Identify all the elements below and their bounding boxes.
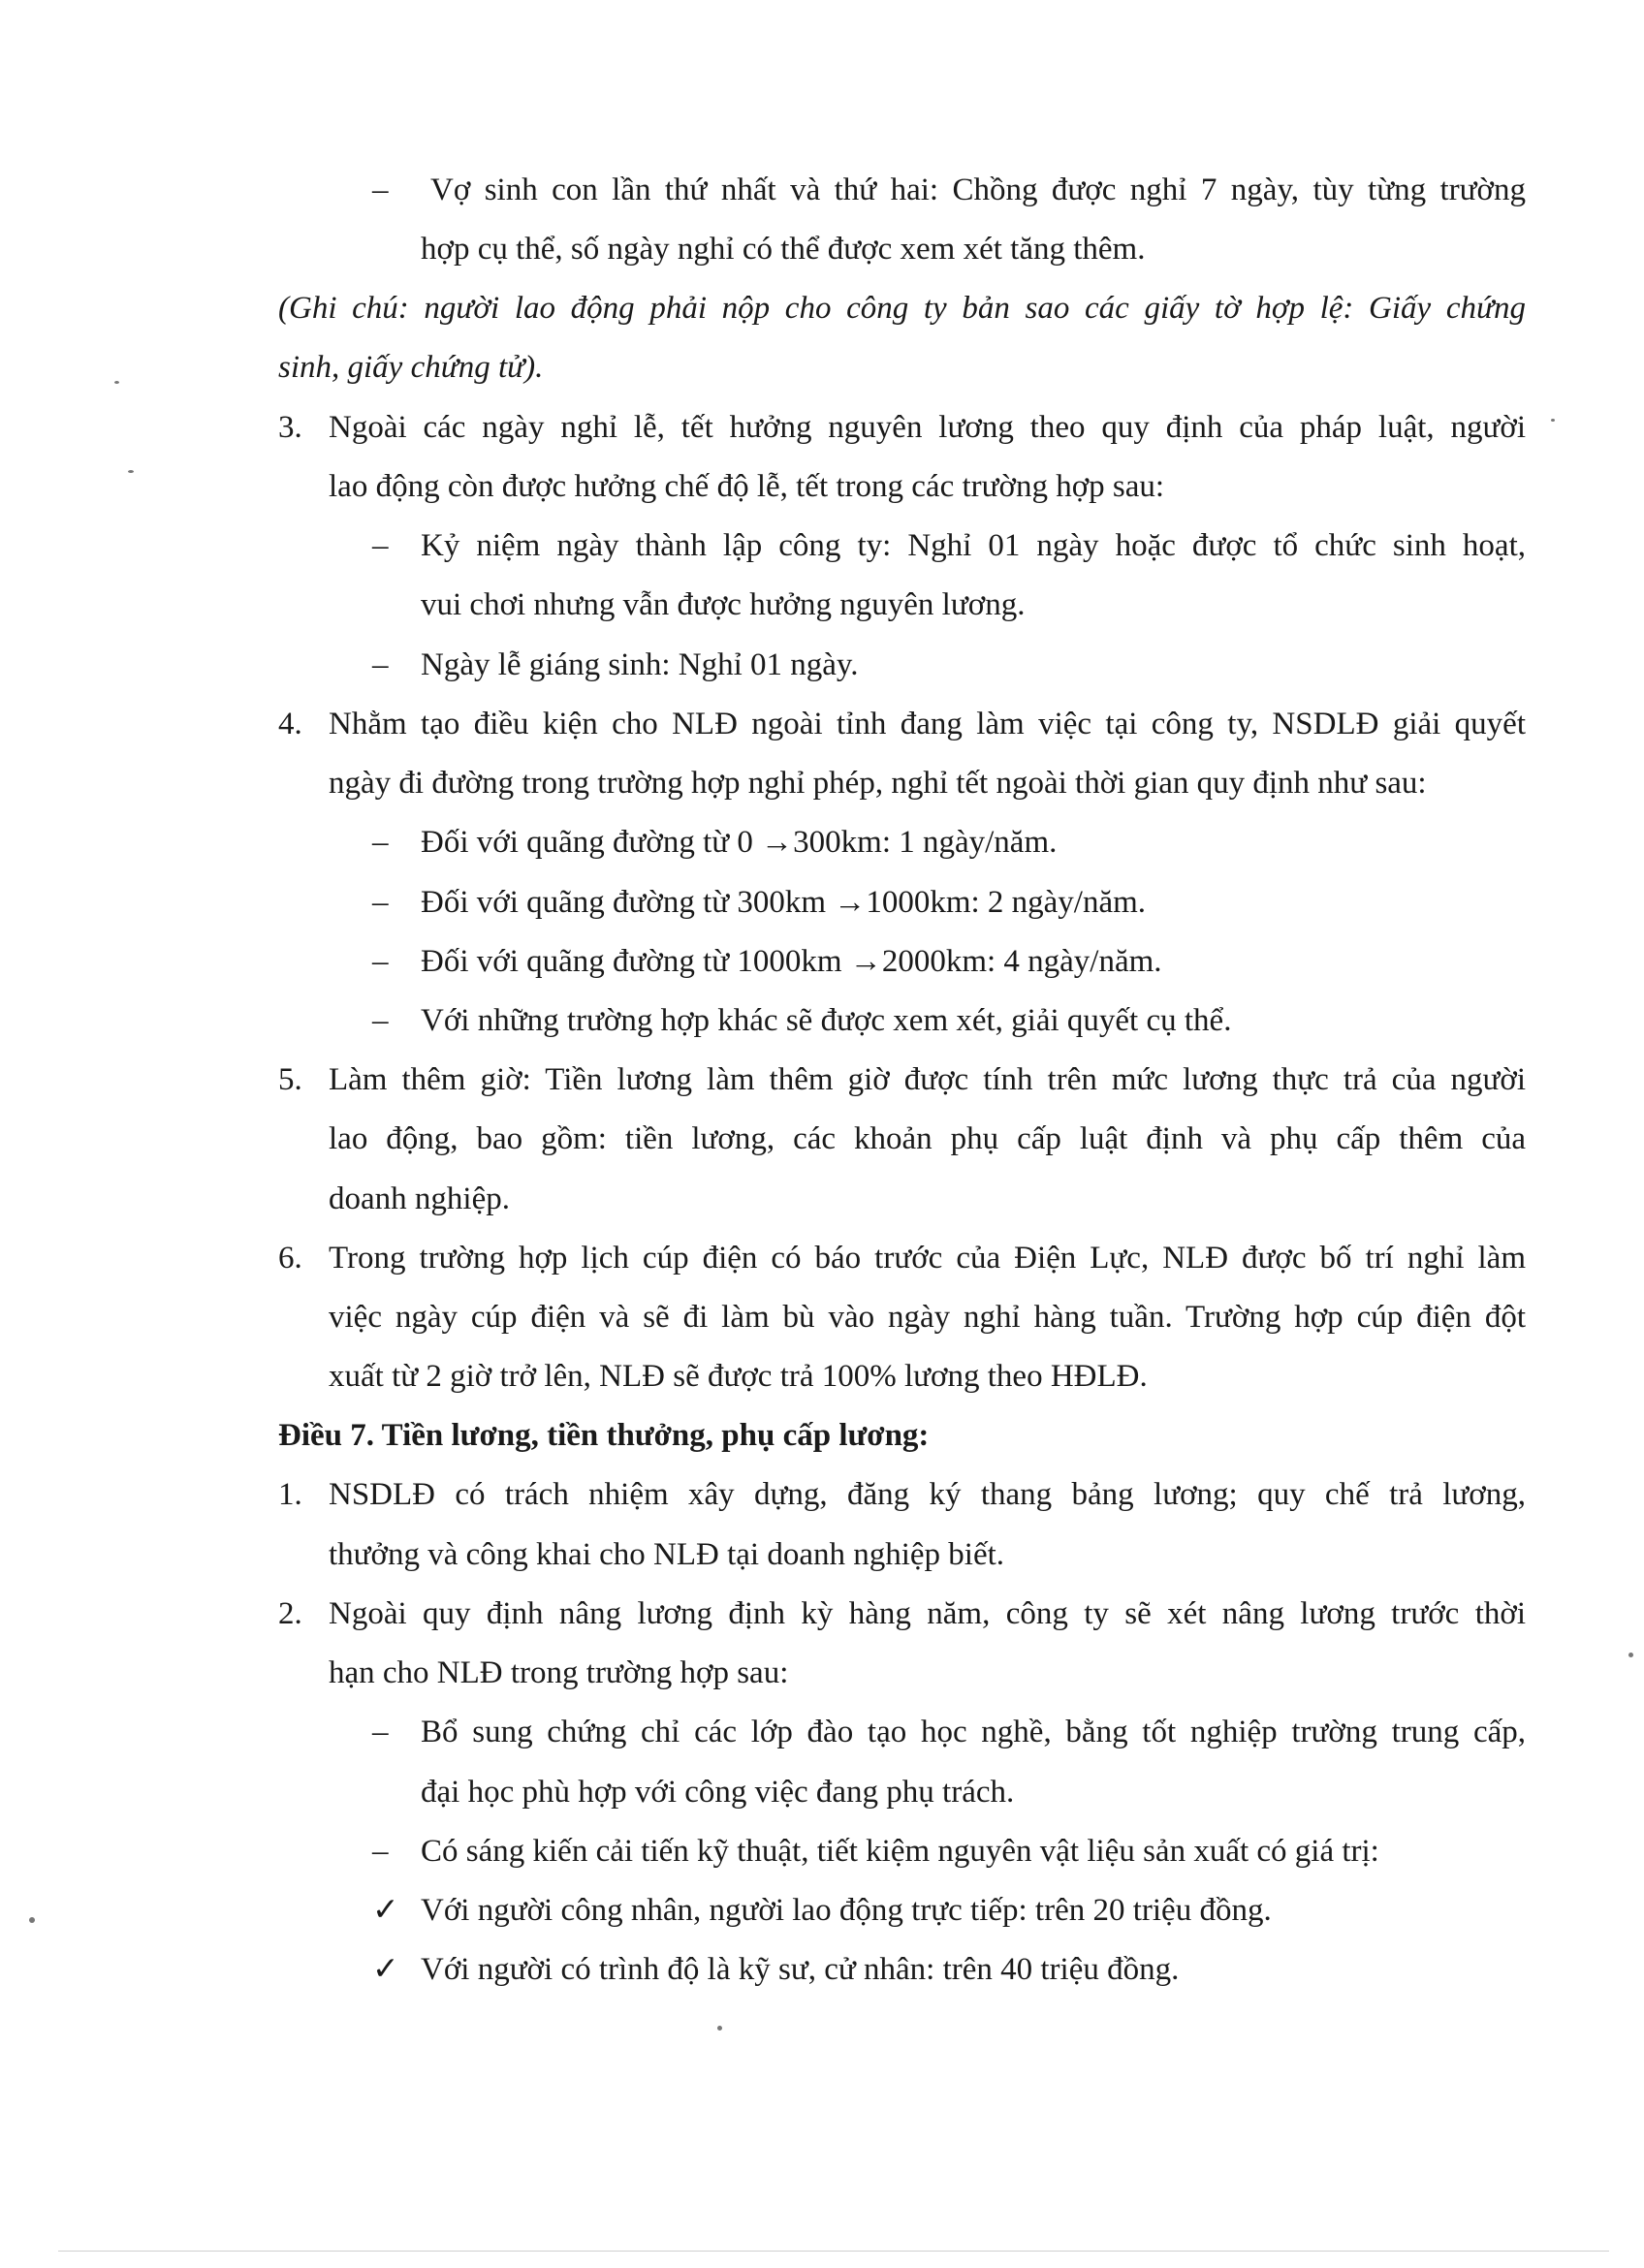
item3-line-1: Ngoài các ngày nghỉ lễ, tết hưởng nguyên lương theo quy định của pháp luật, người: [329, 410, 1526, 445]
dash-marker: –: [372, 825, 389, 860]
item3-sub1-line-1: Kỷ niệm ngày thành lập công ty: Nghỉ 01 ngày hoặc được tổ chức sinh hoạt,: [421, 528, 1526, 563]
list-number: 1.: [278, 1477, 302, 1512]
item6-line-1: Trong trường hợp lịch cúp điện có báo trước của Điện Lực, NLĐ được bố trí nghỉ làm: [329, 1241, 1526, 1276]
scan-speck: [29, 1917, 35, 1923]
item4-sub4: Với những trường hợp khác sẽ được xem xét, giải quyết cụ thể.: [421, 1003, 1232, 1038]
item3-sub1-line-2: vui chơi nhưng vẫn được hưởng nguyên lương.: [421, 587, 1026, 622]
item3-line-2: lao động còn được hưởng chế độ lễ, tết trong các trường hợp sau:: [329, 469, 1165, 504]
item4-line-1: Nhằm tạo điều kiện cho NLĐ ngoài tỉnh đang làm việc tại công ty, NSDLĐ giải quyết: [329, 707, 1526, 741]
note-line-1: (Ghi chú: người lao động phải nộp cho công ty bản sao các giấy tờ hợp lệ: Giấy chứng: [278, 291, 1526, 326]
article7-heading: Điều 7. Tiền lương, tiền thưởng, phụ cấp lương:: [278, 1418, 930, 1453]
checkmark-icon: ✓: [372, 1893, 399, 1928]
art7-item2-check2: Với người có trình độ là kỹ sư, cử nhân: trên 40 triệu đồng.: [421, 1952, 1180, 1987]
scan-speck: [1551, 419, 1555, 422]
scan-speck: [717, 2026, 722, 2031]
dash-marker: –: [372, 173, 389, 207]
item6-line-3: xuất từ 2 giờ trở lên, NLĐ sẽ được trả 100% lương theo HĐLĐ.: [329, 1359, 1148, 1394]
item4-sub2: Đối với quãng đường từ 300km →1000km: 2 ngày/năm.: [421, 885, 1147, 920]
item5-line-2: lao động, bao gồm: tiền lương, các khoản phụ cấp luật định và phụ cấp thêm của: [329, 1121, 1526, 1156]
art7-item2-sub1-line-2: đại học phù hợp với công việc đang phụ trách.: [421, 1775, 1015, 1810]
dash-marker: –: [372, 528, 389, 563]
dash-marker: –: [372, 885, 389, 920]
scan-edge-line: [58, 2251, 1609, 2252]
art7-item2-line-2: hạn cho NLĐ trong trường hợp sau:: [329, 1655, 789, 1690]
art7-item1-line-1: NSDLĐ có trách nhiệm xây dựng, đăng ký thang bảng lương; quy chế trả lương,: [329, 1477, 1526, 1512]
scan-speck: [128, 470, 134, 473]
item5-line-3: doanh nghiệp.: [329, 1181, 510, 1216]
dash-marker: –: [372, 1715, 389, 1749]
dash-marker: –: [372, 1834, 389, 1869]
item4-sub1: Đối với quãng đường từ 0 →300km: 1 ngày/năm.: [421, 825, 1058, 860]
item3-sub2: Ngày lễ giáng sinh: Nghỉ 01 ngày.: [421, 647, 859, 682]
dash-marker: –: [372, 647, 389, 682]
art7-item2-sub2: Có sáng kiến cải tiến kỹ thuật, tiết kiệm nguyên vật liệu sản xuất có giá trị:: [421, 1834, 1379, 1869]
item6-line-2: việc ngày cúp điện và sẽ đi làm bù vào ngày nghỉ hàng tuần. Trường hợp cúp điện đột: [329, 1300, 1526, 1335]
art7-item2-check1: Với người công nhân, người lao động trực tiếp: trên 20 triệu đồng.: [421, 1893, 1272, 1928]
list-number: 5.: [278, 1062, 302, 1097]
wife-birth-line-2: hợp cụ thể, số ngày nghỉ có thể được xem xét tăng thêm.: [421, 232, 1146, 267]
list-number: 3.: [278, 410, 302, 445]
item5-line-1: Làm thêm giờ: Tiền lương làm thêm giờ được tính trên mức lương thực trả của người: [329, 1062, 1526, 1097]
item4-sub3: Đối với quãng đường từ 1000km →2000km: 4 ngày/năm.: [421, 944, 1162, 979]
art7-item1-line-2: thưởng và công khai cho NLĐ tại doanh nghiệp biết.: [329, 1537, 1005, 1572]
wife-birth-line-1: Vợ sinh con lần thứ nhất và thứ hai: Chồng được nghỉ 7 ngày, tùy từng trường: [430, 173, 1526, 207]
list-number: 2.: [278, 1596, 302, 1631]
list-number: 6.: [278, 1241, 302, 1276]
scan-speck: [114, 381, 119, 384]
note-line-2: sinh, giấy chứng tử).: [278, 350, 544, 385]
list-number: 4.: [278, 707, 302, 741]
art7-item2-line-1: Ngoài quy định nâng lương định kỳ hàng năm, công ty sẽ xét nâng lương trước thời: [329, 1596, 1526, 1631]
item4-line-2: ngày đi đường trong trường hợp nghỉ phép, nghỉ tết ngoài thời gian quy định như sau:: [329, 766, 1427, 801]
dash-marker: –: [372, 944, 389, 979]
checkmark-icon: ✓: [372, 1952, 399, 1987]
dash-marker: –: [372, 1003, 389, 1038]
scan-speck: [1628, 1653, 1633, 1657]
art7-item2-sub1-line-1: Bổ sung chứng chỉ các lớp đào tạo học nghề, bằng tốt nghiệp trường trung cấp,: [421, 1715, 1526, 1749]
